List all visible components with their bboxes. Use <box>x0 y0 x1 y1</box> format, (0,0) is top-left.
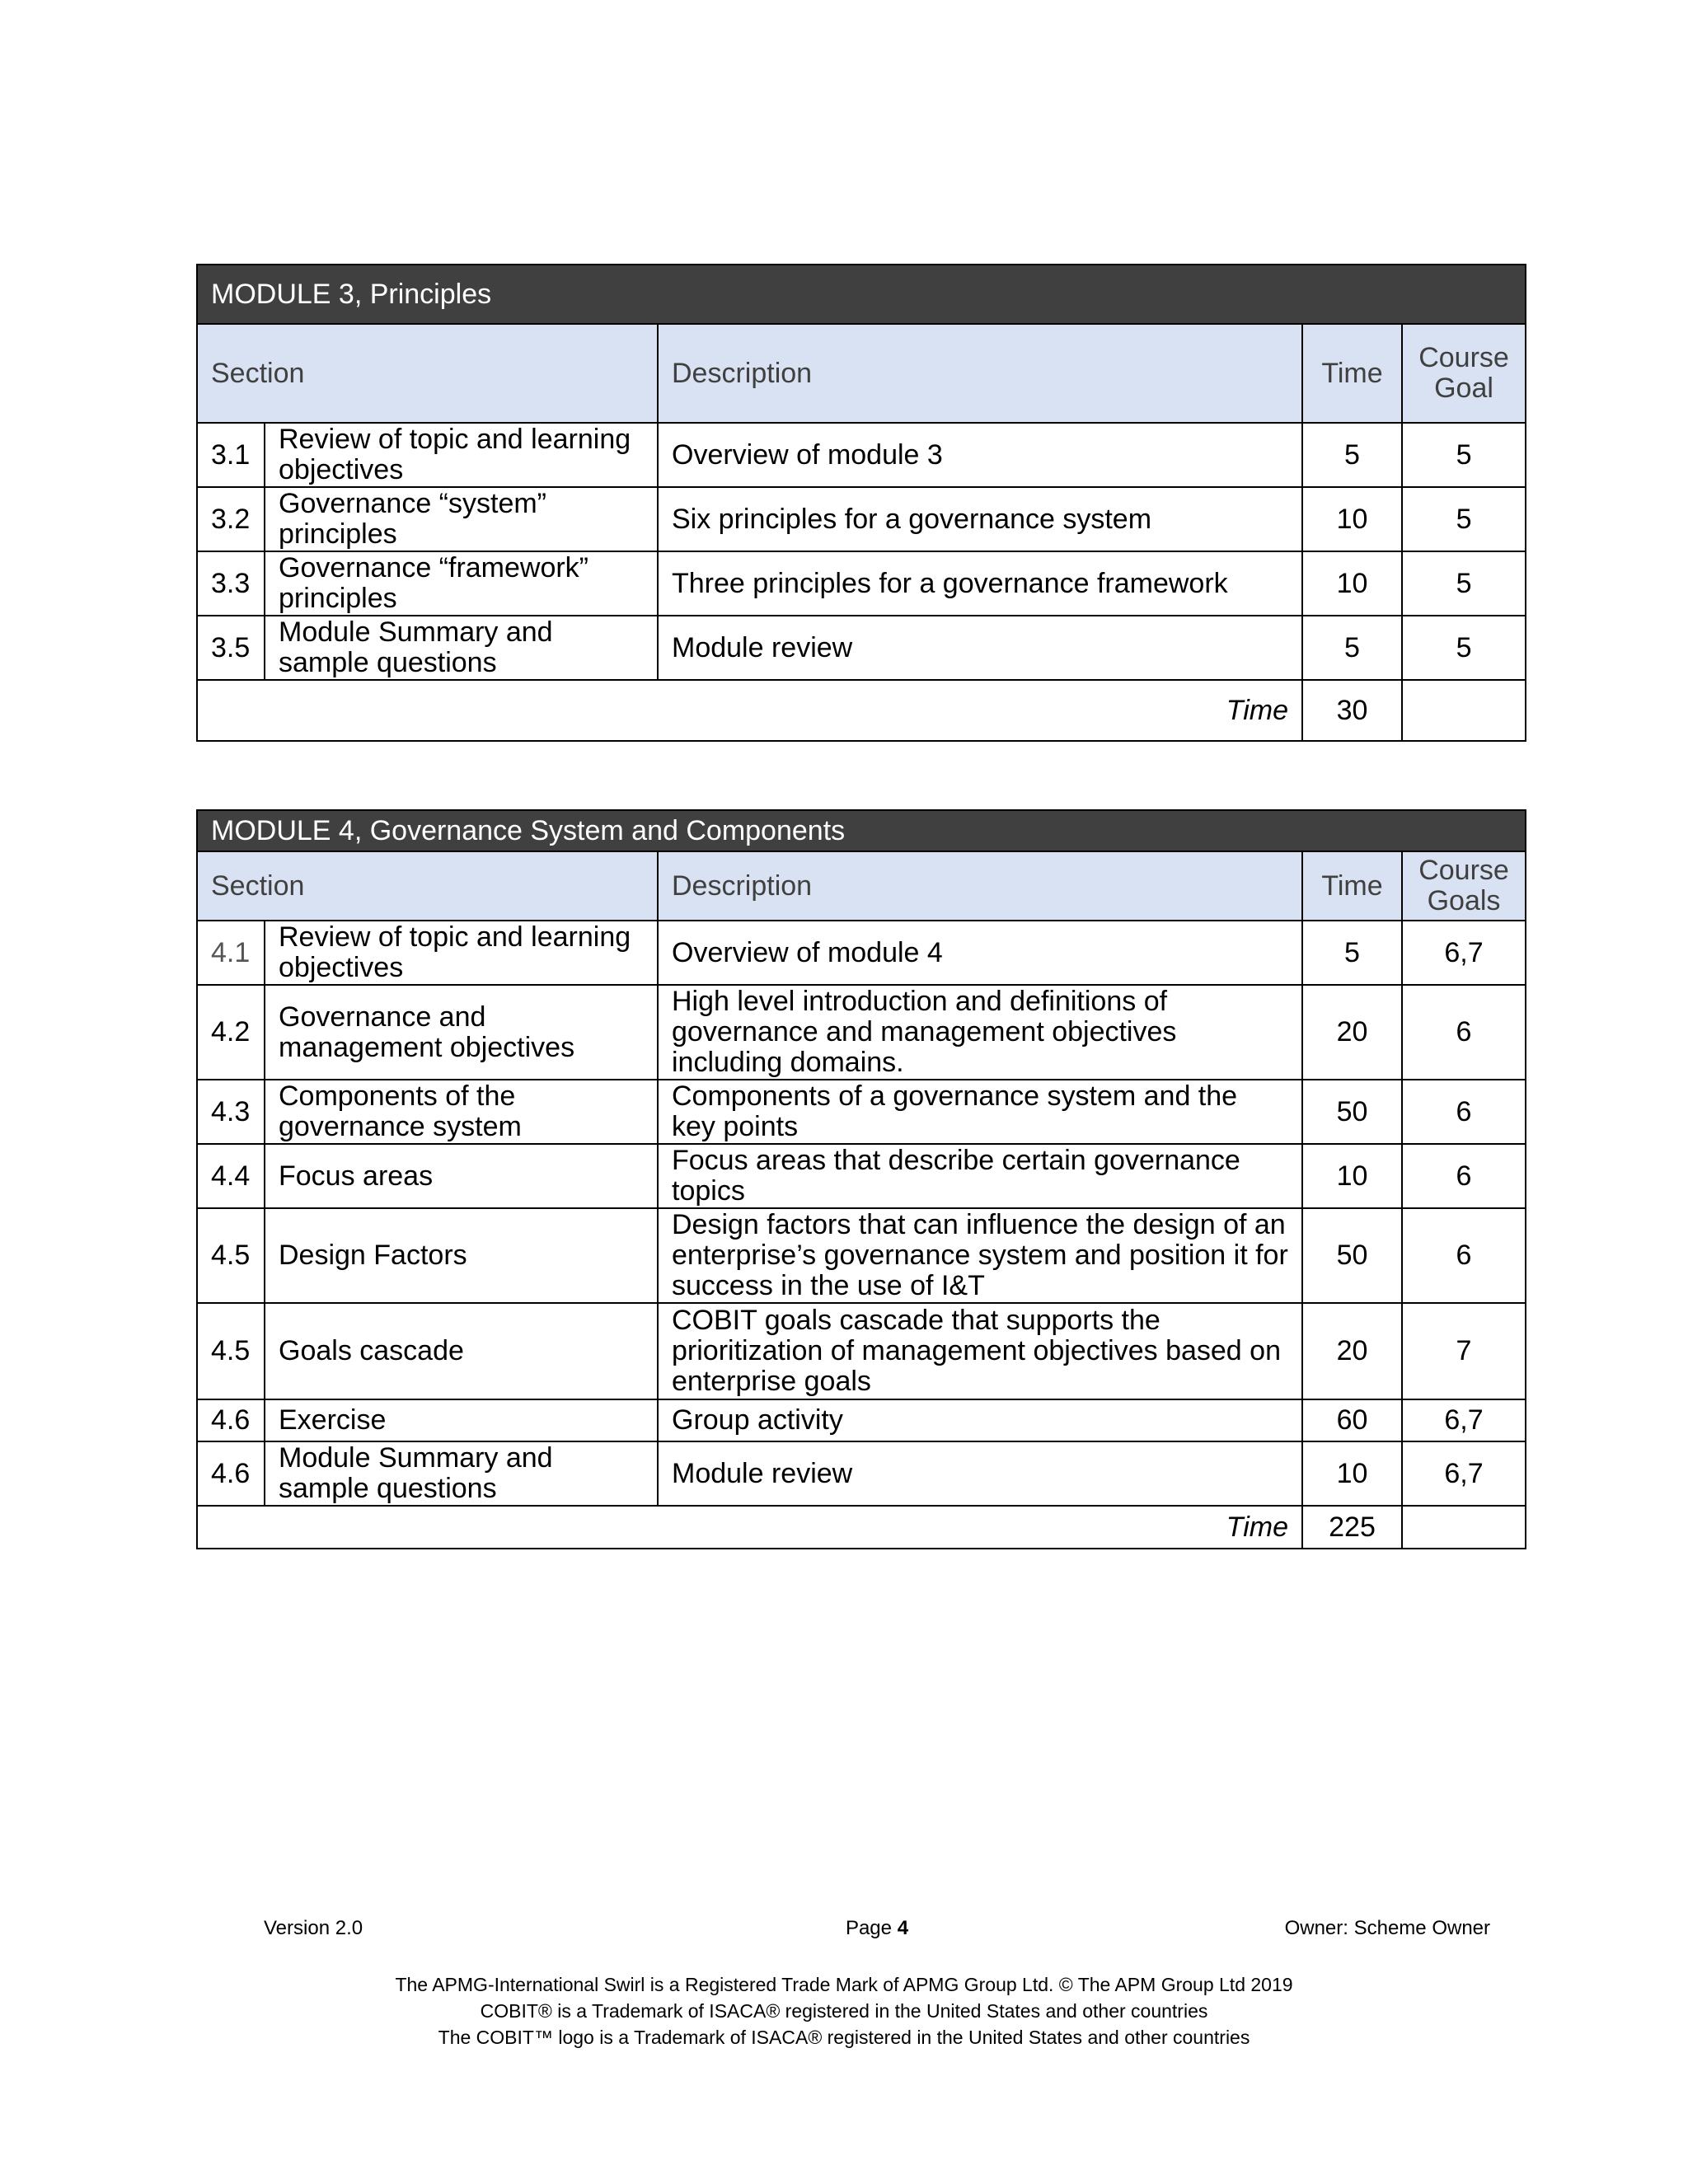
section-description: Three principles for a governance framework <box>658 551 1302 616</box>
section-description: Overview of module 3 <box>658 423 1302 487</box>
total-time-value: 225 <box>1302 1506 1402 1549</box>
table-row <box>197 1303 1526 1399</box>
table-row <box>197 487 1526 551</box>
section-title: Exercise <box>265 1399 658 1441</box>
description-header: Description <box>658 324 1302 423</box>
trademark-notice-cobit: COBIT® is a Trademark of ISACA® registered in the United States and other countries <box>480 2000 1208 2022</box>
course-goals-header: Course Goals <box>1402 851 1526 921</box>
module-3-table <box>196 264 1525 742</box>
section-description: High level introduction and definitions of governance and management objectives including domains. <box>658 985 1302 1080</box>
total-time-label: Time <box>197 680 1302 741</box>
section-number: 4.6 <box>197 1441 265 1506</box>
total-time-value: 30 <box>1302 680 1402 741</box>
section-title: Governance and management objectives <box>265 985 658 1080</box>
page-number: 4 <box>897 1917 909 1939</box>
version-label: Version 2.0 <box>264 1917 363 1939</box>
section-number: 3.1 <box>197 423 265 487</box>
section-time: 10 <box>1302 1144 1402 1208</box>
section-goal: 6 <box>1402 985 1526 1080</box>
section-number: 3.2 <box>197 487 265 551</box>
section-description: Module review <box>658 1441 1302 1506</box>
section-goal: 5 <box>1402 616 1526 680</box>
total-row <box>197 680 1526 741</box>
section-title: Governance “system” principles <box>265 487 658 551</box>
section-description: COBIT goals cascade that supports the prioritization of management objectives based on enterprise goals <box>658 1303 1302 1399</box>
table-row <box>197 1144 1526 1208</box>
section-goal: 7 <box>1402 1303 1526 1399</box>
section-description: Design factors that can influence the design of an enterprise’s governance system and position it for success in the use of I&T <box>658 1208 1302 1303</box>
owner-label: Owner: Scheme Owner <box>1284 1917 1490 1939</box>
section-number: 3.3 <box>197 551 265 616</box>
section-title: Governance “framework” principles <box>265 551 658 616</box>
section-goal: 6,7 <box>1402 921 1526 985</box>
section-title: Focus areas <box>265 1144 658 1208</box>
table-row <box>197 423 1526 487</box>
section-number: 4.3 <box>197 1080 265 1144</box>
section-number: 4.5 <box>197 1303 265 1399</box>
section-goal: 6 <box>1402 1208 1526 1303</box>
section-goal: 6,7 <box>1402 1399 1526 1441</box>
table-row <box>197 1399 1526 1441</box>
section-number: 4.6 <box>197 1399 265 1441</box>
section-header: Section <box>197 324 658 423</box>
total-time-label: Time <box>197 1506 1302 1549</box>
section-title: Review of topic and learning objectives <box>265 423 658 487</box>
section-title: Module Summary and sample questions <box>265 616 658 680</box>
section-time: 5 <box>1302 423 1402 487</box>
section-description: Components of a governance system and the key points <box>658 1080 1302 1144</box>
section-time: 10 <box>1302 1441 1402 1506</box>
module-3-title: MODULE 3, Principles <box>197 265 1526 324</box>
time-header: Time <box>1302 324 1402 423</box>
time-header: Time <box>1302 851 1402 921</box>
section-goal: 6 <box>1402 1144 1526 1208</box>
table-row <box>197 921 1526 985</box>
page-label: Page <box>845 1917 893 1939</box>
section-time: 5 <box>1302 616 1402 680</box>
table-row <box>197 616 1526 680</box>
section-goal: 5 <box>1402 487 1526 551</box>
section-goal: 5 <box>1402 423 1526 487</box>
section-description: Overview of module 4 <box>658 921 1302 985</box>
table-row <box>197 1208 1526 1303</box>
section-title: Review of topic and learning objectives <box>265 921 658 985</box>
section-number: 4.4 <box>197 1144 265 1208</box>
description-header: Description <box>658 851 1302 921</box>
section-title: Module Summary and sample questions <box>265 1441 658 1506</box>
trademark-notice-apmg: The APMG-International Swirl is a Registered Trade Mark of APMG Group Ltd. © The APM Group Ltd 2019 <box>395 1974 1293 1995</box>
section-time: 5 <box>1302 921 1402 985</box>
section-goal: 5 <box>1402 551 1526 616</box>
table-row <box>197 1441 1526 1506</box>
course-goal-header: Course Goal <box>1402 324 1526 423</box>
module-4-table <box>196 809 1525 1549</box>
table-row <box>197 551 1526 616</box>
section-description: Six principles for a governance system <box>658 487 1302 551</box>
table-row <box>197 985 1526 1080</box>
section-header: Section <box>197 851 658 921</box>
table-row <box>197 1080 1526 1144</box>
section-title: Design Factors <box>265 1208 658 1303</box>
section-description: Focus areas that describe certain governance topics <box>658 1144 1302 1208</box>
section-goal: 6,7 <box>1402 1441 1526 1506</box>
section-time: 50 <box>1302 1208 1402 1303</box>
section-title: Goals cascade <box>265 1303 658 1399</box>
trademark-notice-cobit-logo: The COBIT™ logo is a Trademark of ISACA® registered in the United States and other countries <box>438 2027 1250 2048</box>
page-footer <box>264 1917 1490 1947</box>
section-time: 20 <box>1302 1303 1402 1399</box>
section-description: Group activity <box>658 1399 1302 1441</box>
section-title: Components of the governance system <box>265 1080 658 1144</box>
section-description: Module review <box>658 616 1302 680</box>
section-time: 20 <box>1302 985 1402 1080</box>
section-number: 3.5 <box>197 616 265 680</box>
section-time: 10 <box>1302 487 1402 551</box>
section-time: 60 <box>1302 1399 1402 1441</box>
section-goal: 6 <box>1402 1080 1526 1144</box>
section-number: 4.5 <box>197 1208 265 1303</box>
section-number: 4.1 <box>197 921 265 985</box>
section-time: 50 <box>1302 1080 1402 1144</box>
total-row <box>197 1506 1526 1549</box>
section-time: 10 <box>1302 551 1402 616</box>
module-4-title: MODULE 4, Governance System and Components <box>197 810 1526 851</box>
section-number: 4.2 <box>197 985 265 1080</box>
